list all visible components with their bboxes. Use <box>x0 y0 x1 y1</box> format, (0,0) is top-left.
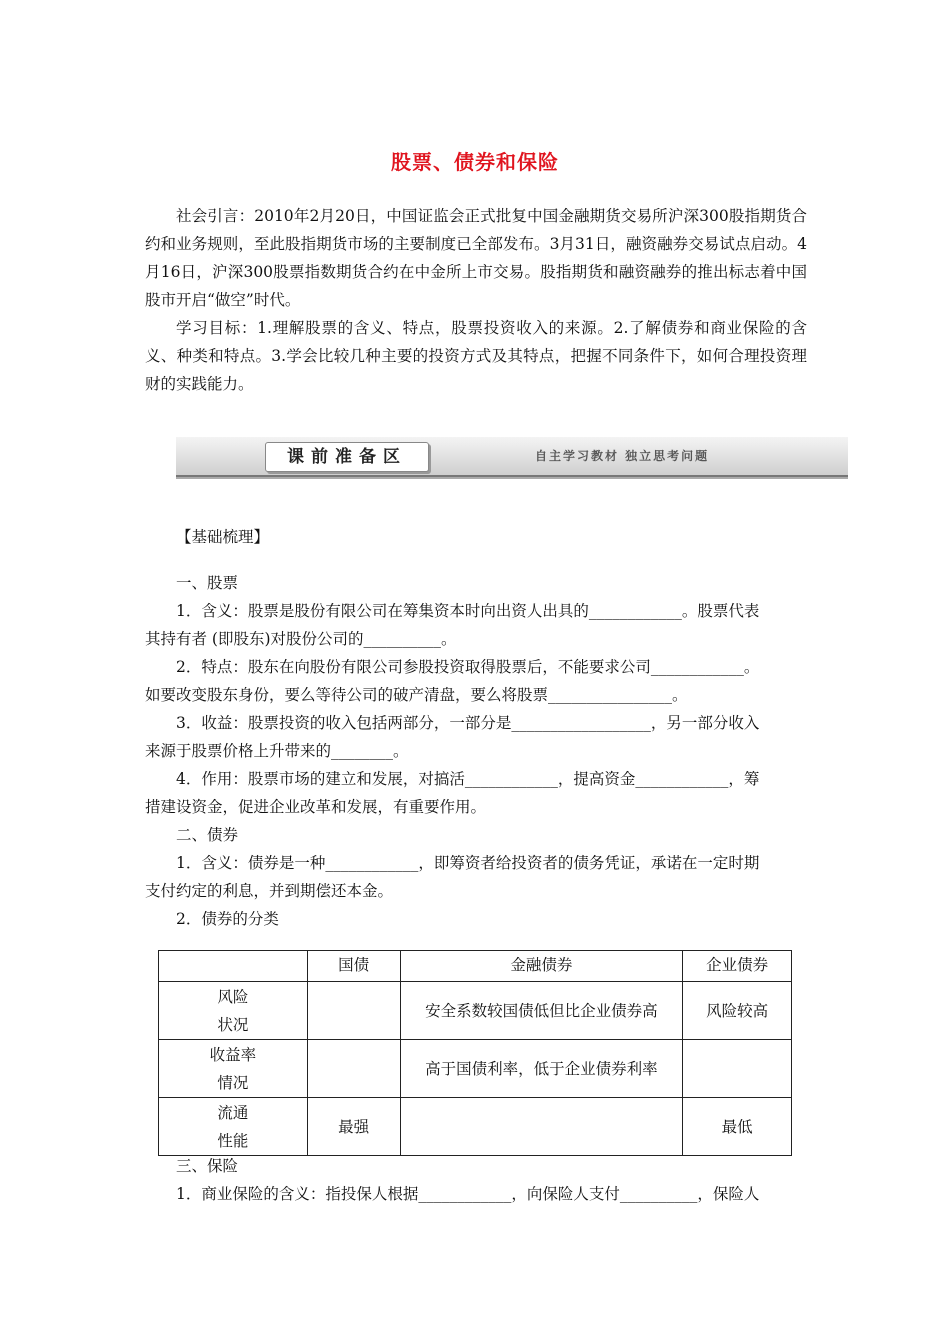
bonds-item2: 2．债券的分类 <box>176 910 279 928</box>
row-label-line: 性能 <box>217 1131 249 1150</box>
table-cell: 安全系数较国债低但比企业债券高 <box>400 982 683 1040</box>
bond-classification-table <box>158 950 792 1156</box>
table-cell: 最低 <box>683 1098 792 1156</box>
table-header-cell <box>159 951 308 982</box>
table-cell <box>307 982 400 1040</box>
table-cell <box>307 1040 400 1098</box>
basic-review-heading: 【基础梳理】 <box>176 528 270 546</box>
row-label-line: 风险 <box>217 987 249 1006</box>
bonds-heading: 二、债券 <box>176 826 239 844</box>
table-row <box>159 982 792 1040</box>
stocks-item2-line1: 2．特点：股东在向股份有限公司参股投资取得股票后，不能要求公司____________。 <box>176 658 760 676</box>
table-header-cell: 金融债券 <box>400 951 683 982</box>
row-label-line: 流通 <box>217 1103 249 1122</box>
stocks-item2-line2: 如要改变股东身份，要么等待公司的破产清盘，要么将股票________________。 <box>145 686 688 704</box>
table-header-cell: 国债 <box>307 951 400 982</box>
table-cell <box>400 1098 683 1156</box>
insurance-item1-line1: 1．商业保险的含义：指投保人根据____________，向保险人支付__________，保险人 <box>176 1185 760 1203</box>
stocks-heading: 一、股票 <box>176 574 239 592</box>
stocks-item1-line2: 其持有者 (即股东)对股份公司的__________。 <box>145 630 457 648</box>
stocks-item4-line2: 措建设资金，促进企业改革和发展，有重要作用。 <box>145 798 487 816</box>
table-cell: 最强 <box>307 1098 400 1156</box>
table-header-row <box>159 951 792 982</box>
learning-goals-paragraph: 学习目标：1.理解股票的含义、特点，股票投资收入的来源。2.了解债券和商业保险的含义、种类和特点。3.学会比较几种主要的投资方式及其特点，把握不同条件下，如何合理投资理财的实践能力。 <box>145 319 807 393</box>
table-cell <box>683 1040 792 1098</box>
row-label-line: 情况 <box>217 1073 249 1092</box>
social-intro-paragraph: 社会引言：2010年2月20日，中国证监会正式批复中国金融期货交易所沪深300股指期货合约和业务规则，至此股指期货市场的主要制度已全部发布。3月31日，融资融券交易试点启动。4月16日，沪深300股票指数期货合约在中金所上市交易。股指期货和融资融券的推出标志着中国股市开启“做空”时代。 <box>145 207 807 309</box>
table-cell: 高于国债利率，低于企业债券利率 <box>400 1040 683 1098</box>
bonds-item1-line2: 支付约定的利息，并到期偿还本金。 <box>145 882 394 900</box>
row-label-line: 状况 <box>217 1015 249 1034</box>
stocks-item1-line1: 1．含义：股票是股份有限公司在筹集资本时向出资人出具的____________。股票代表 <box>176 602 760 620</box>
insurance-heading: 三、保险 <box>176 1157 239 1175</box>
banner-subtitle: 自主学习教材 独立思考问题 <box>535 449 710 463</box>
table-header-cell: 企业债券 <box>683 951 792 982</box>
banner-tab-label: 课前准备区 <box>265 442 429 472</box>
stocks-item3-line1: 3．收益：股票投资的收入包括两部分，一部分是__________________，另一部分收入 <box>176 714 760 732</box>
row-label <box>159 1098 308 1156</box>
page-title: 股票、债券和保险 <box>391 150 559 174</box>
row-label-line: 收益率 <box>209 1045 257 1064</box>
table-row <box>159 1040 792 1098</box>
bonds-item1-line1: 1．含义：债券是一种____________，即筹资者给投资者的债务凭证，承诺在一定时期 <box>176 854 760 872</box>
table-cell: 风险较高 <box>683 982 792 1040</box>
row-label <box>159 1040 308 1098</box>
table-row <box>159 1098 792 1156</box>
stocks-item3-line2: 来源于股票价格上升带来的________。 <box>145 742 409 760</box>
banner-underline <box>176 477 848 479</box>
stocks-item4-line1: 4．作用：股票市场的建立和发展，对搞活____________，提高资金____________，筹 <box>176 770 760 788</box>
row-label <box>159 982 308 1040</box>
